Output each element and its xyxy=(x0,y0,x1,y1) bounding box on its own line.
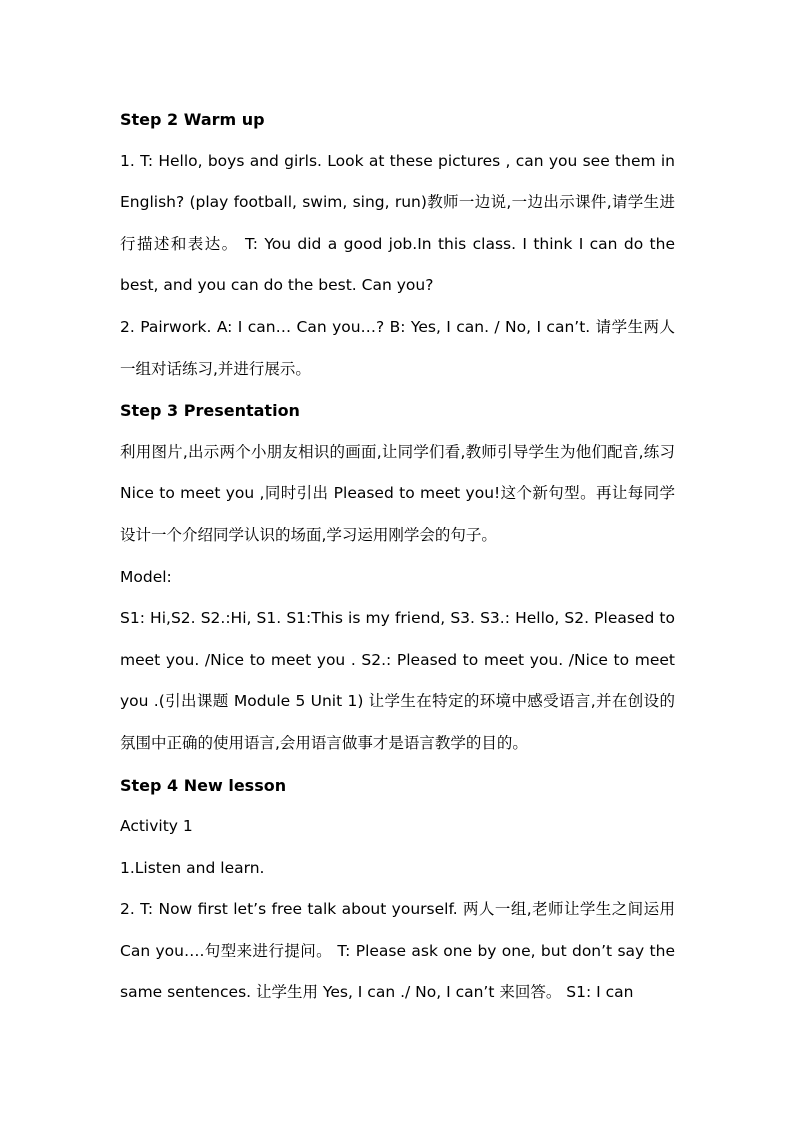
document-body xyxy=(120,99,675,1014)
step4-paragraph-2: 1.Listen and learn. xyxy=(120,858,265,877)
step3-paragraph-3: S1: Hi,S2. S2.:Hi, S1. S1:This is my friend, S3. S3.: Hello, S2. Pleased to meet you. /Nice to meet you . S2.: Pleased to meet you. /Nice to meet you .(引出课题 Module 5 Unit 1) 让学生在特定的环境中感受语言,并在创设的氛围中正确的使用语言,会用语言做事才是语言教学的目的。 xyxy=(120,609,675,752)
step3-paragraph-1: 利用图片,出示两个小朋友相识的画面,让同学们看,教师引导学生为他们配音,练习 Nice to meet you ,同时引出 Pleased to meet you!这个新句型。再让每同学设计一个介绍同学认识的场面,学习运用刚学会的句子。 xyxy=(120,442,675,544)
step2-paragraph-2: 2. Pairwork. A: I can… Can you…? B: Yes, I can. / No, I can’t. 请学生两人一组对话练习,并进行展示。 xyxy=(120,317,675,378)
step2-heading: Step 2 Warm up xyxy=(120,110,265,129)
step4-paragraph-3: 2. T: Now first let’s free talk about yourself. 两人一组,老师让学生之间运用Can you….句型来进行提问。 T: Please ask one by one, but don’t say the same sentences. 让学生用 Yes, I can ./ No, I can’t 来回答。 S1: I can xyxy=(120,900,675,1002)
step4-paragraph-1: Activity 1 xyxy=(120,817,193,836)
step2-paragraph-1: 1. T: Hello, boys and girls. Look at these pictures , can you see them in English? (play football, swim, sing, run)教师一边说,一边出示课件,请学生进行描述和表达。 T: You did a good job.In this class. I think I can do the best, and you can do the best. Can you? xyxy=(120,151,675,295)
step3-heading: Step 3 Presentation xyxy=(120,401,300,421)
step4-heading: Step 4 New lesson xyxy=(120,775,287,795)
step3-paragraph-2: Model: xyxy=(120,567,172,586)
